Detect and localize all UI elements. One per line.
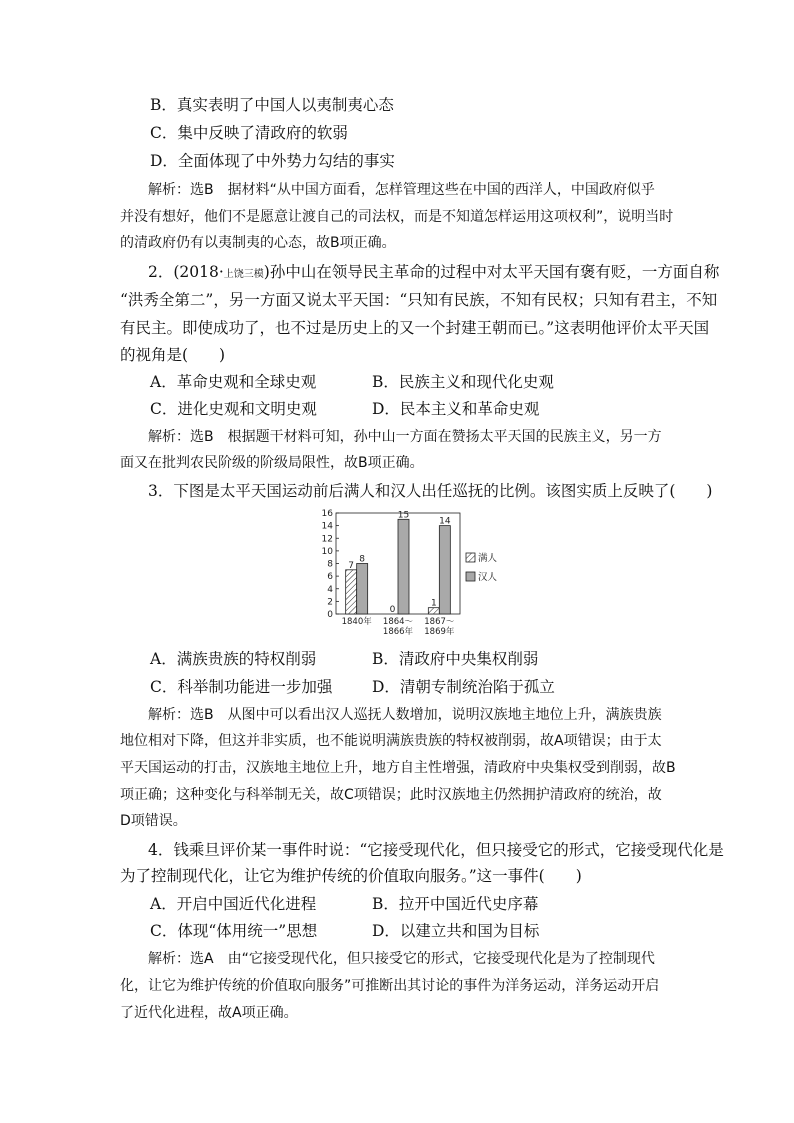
bar <box>357 564 368 615</box>
chart-x-labels <box>342 616 455 637</box>
x-tick-label: 1869年 <box>424 627 455 637</box>
q2-option-b: B．民族主义和现代化史观 <box>372 373 554 391</box>
q3-option-b: B．清政府中央集权削弱 <box>372 650 539 668</box>
bar-value-label: 15 <box>397 510 410 521</box>
q4-stem-line-1: 4．钱乘旦评价某一事件时说：“它接受现代化，但只接受它的形式，它接受现代化是 <box>148 841 724 859</box>
q2-option-d: D．民本主义和革命史观 <box>372 400 540 418</box>
chart-legend <box>466 552 498 583</box>
q3-analysis-line-1: 解析：选B 从图中可以看出汉人巡抚人数增加，说明汉族地主地位上升，满族贵族 <box>148 707 662 723</box>
chart-bars <box>346 510 451 615</box>
y-tick-label: 4 <box>327 584 333 595</box>
q3-option-d: D．清朝专制统治陷于孤立 <box>372 678 555 696</box>
q2-stem-text: )孙中山在领导民主革命的过程中对太平天国有褒有贬，一方面自称 <box>263 263 720 281</box>
q3-option-a: A．满族贵族的特权削弱 <box>150 650 317 668</box>
legend-swatch <box>466 553 475 562</box>
bar <box>439 526 450 614</box>
q3-analysis-line-4: 项正确；这种变化与科举制无关，故C项错误；此时汉族地主仍然拥护清政府的统治，故 <box>120 787 662 803</box>
q2-option-c: C．进化史观和文明史观 <box>150 400 317 418</box>
q2-source: 上饶三模 <box>223 269 264 280</box>
q3-analysis-line-3: 平天国运动的打击，汉族地主地位上升，地方自主性增强，清政府中央集权受到削弱，故B <box>120 760 676 776</box>
q3-stem: 3．下图是太平天国运动前后满人和汉人出任巡抚的比例。该图实质上反映了( ) <box>148 482 713 500</box>
y-tick-label: 0 <box>327 610 333 620</box>
x-tick-label: 1840年 <box>341 617 372 627</box>
q4-stem-line-2: 为了控制现代化，让它为维护传统的价值取向服务。”这一事件( ) <box>120 867 582 885</box>
bar <box>346 570 357 614</box>
q4-analysis-line-3: 了近代化进程，故A项正确。 <box>120 1005 298 1021</box>
q1-option-c: C．集中反映了清政府的软弱 <box>150 124 348 142</box>
y-tick-label: 14 <box>321 521 333 532</box>
q2-year: (2018· <box>173 263 224 281</box>
q3-analysis-line-2: 地位相对下降，但这并非实质，也不能说明满族贵族的特权被削弱，故A项错误；由于太 <box>120 733 662 749</box>
q1-analysis-line-1: 解析：选B 据材料“从中国方面看，怎样管理这些在中国的西洋人，中国政府似乎 <box>148 182 655 198</box>
q2-analysis-line-1: 解析：选B 根据题干材料可知，孙中山一方面在赞扬太平天国的民族主义，另一方 <box>148 429 662 445</box>
q3-option-c: C．科举制功能进一步加强 <box>150 678 333 696</box>
bar-value-label: 1 <box>430 598 437 609</box>
q4-analysis-line-1: 解析：选A 由“它接受现代化，但只接受它的形式，它接受现代化是为了控制现代 <box>148 951 655 967</box>
x-tick-label: 1866年 <box>382 627 414 637</box>
q2-option-a: A．革命史观和全球史观 <box>150 373 317 391</box>
q3-analysis-line-5: D项错误。 <box>120 813 187 829</box>
bar-chart <box>310 505 498 640</box>
bar-value-label: 14 <box>439 516 451 527</box>
y-tick-label: 2 <box>327 597 333 608</box>
q1-option-d: D．全面体现了中外势力勾结的事实 <box>150 152 395 170</box>
q1-analysis-line-2: 并没有想好，他们不是愿意让渡自己的司法权，而是不知道怎样运用这项权利”，说明当时 <box>120 209 674 225</box>
q4-analysis-line-2: 化，让它为维护传统的价值取向服务”可推断出其讨论的事件为洋务运动，洋务运动开启 <box>120 978 660 994</box>
q1-analysis-line-3: 的清政府仍有以夷制夷的心态，故B项正确。 <box>120 235 396 251</box>
q1-option-b: B．真实表明了中国人以夷制夷心态 <box>150 96 394 114</box>
q2-analysis-line-2: 面又在批判农民阶级的阶级局限性，故B项正确。 <box>120 455 424 471</box>
bar <box>398 519 409 614</box>
x-tick-label: 1864～ <box>382 617 414 627</box>
y-tick-label: 16 <box>321 509 333 519</box>
bar-value-label: 8 <box>359 554 366 565</box>
q2-stem-line-2: “洪秀全第二”，另一方面又说太平天国：“只知有民族，不知有民权；只知有君主，不知 <box>120 291 718 309</box>
bar-value-label: 7 <box>348 560 355 571</box>
q4-option-d: D．以建立共和国为目标 <box>372 922 540 940</box>
q4-option-c: C．体现“体用统一”思想 <box>150 922 318 940</box>
y-tick-label: 8 <box>327 559 333 570</box>
q2-stem-line-1 <box>148 262 719 285</box>
y-tick-label: 10 <box>321 546 333 557</box>
q2-stem-line-3: 有民主。即使成功了，也不过是历史上的又一个封建王朝而已。”这表明他评价太平天国 <box>120 319 710 337</box>
x-tick-label: 1867～ <box>424 617 455 627</box>
q4-option-a: A．开启中国近代化进程 <box>150 895 317 913</box>
q2-stem-line-4: 的视角是( ) <box>120 346 226 364</box>
y-tick-label: 6 <box>327 572 333 583</box>
y-tick-label: 12 <box>321 534 333 545</box>
legend-label: 满人 <box>478 553 498 564</box>
q4-option-b: B．拉开中国近代史序幕 <box>372 895 539 913</box>
legend-swatch <box>466 572 475 581</box>
q2-number: 2． <box>148 263 174 281</box>
bar-value-label: 0 <box>389 605 396 615</box>
legend-label: 汉人 <box>478 572 498 583</box>
